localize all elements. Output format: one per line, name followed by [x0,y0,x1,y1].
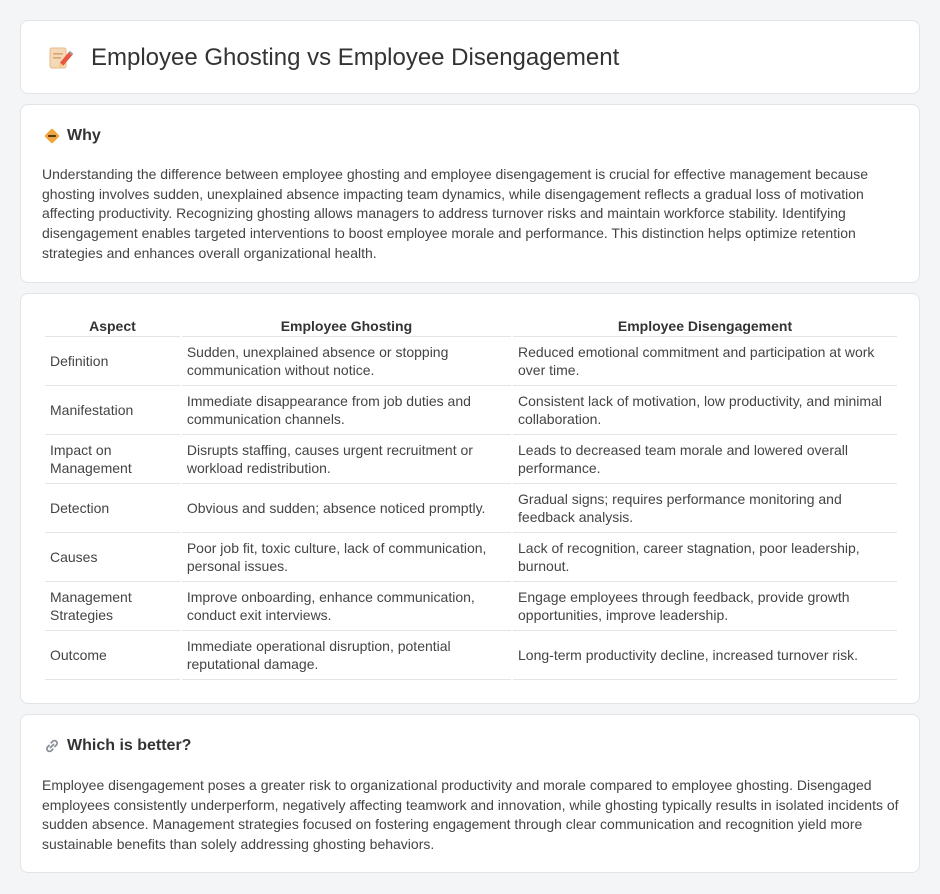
title-row [45,43,619,73]
table-row [45,386,897,435]
ghosting-cell: Immediate operational disruption, potential reputational damage. [182,631,511,680]
disengagement-cell: Consistent lack of motivation, low productivity, and minimal collaboration. [513,386,897,435]
better-section [20,714,920,873]
table-row [45,582,897,631]
table-row [45,337,897,386]
disengagement-cell: Reduced emotional commitment and participation at work over time. [513,337,897,386]
warning-sign-icon [43,127,61,145]
aspect-cell: Manifestation [45,386,180,435]
page-title: Employee Ghosting vs Employee Disengagement [91,44,620,71]
disengagement-cell: Leads to decreased team morale and lowered overall performance. [513,435,897,484]
table-row [45,435,897,484]
aspect-cell: Detection [45,484,180,533]
table-row [45,484,897,533]
aspect-cell: Management Strategies [45,582,180,631]
aspect-cell: Outcome [45,631,180,680]
comparison-section [20,293,920,704]
header-ghosting: Employee Ghosting [182,316,511,337]
table-row [45,533,897,582]
document-pencil-icon [45,43,75,73]
ghosting-cell: Poor job fit, toxic culture, lack of communication, personal issues. [182,533,511,582]
aspect-cell: Causes [45,533,180,582]
ghosting-cell: Immediate disappearance from job duties and communication channels. [182,386,511,435]
aspect-cell: Definition [45,337,180,386]
ghosting-cell: Obvious and sudden; absence noticed promptly. [182,484,511,533]
header-aspect: Aspect [45,316,180,337]
why-heading: Why [67,127,101,144]
disengagement-cell: Engage employees through feedback, provide growth opportunities, improve leadership. [513,582,897,631]
why-text: Understanding the difference between employee ghosting and employee disengagement is crucial for effective management because ghosting involves sudden, unexplained absence impacting team dynamics, while disengagement reflects a gradual loss of motivation affecting productivity. Recognizing ghosting allows managers to address turnover risks and maintain workforce stability. Identifying disengagement enables targeted interventions to boost employee morale and performance. This distinction helps optimize retention strategies and enhances overall organizational health. [42,166,869,261]
ghosting-cell: Disrupts staffing, causes urgent recruitment or workload redistribution. [182,435,511,484]
comparison-table [43,316,899,680]
table-row [45,631,897,680]
why-heading-row [43,127,101,145]
disengagement-cell: Gradual signs; requires performance monitoring and feedback analysis. [513,484,897,533]
better-text: Employee disengagement poses a greater risk to organizational productivity and morale compared to employee ghosting. Disengaged employees consistently underperform, negatively affecting teamwork and innovation, while ghosting typically results in isolated incidents of sudden absence. Management strategies focused on fostering engagement through clear communication and recognition yield more sustainable benefits than solely addressing ghosting behaviors. [42,777,899,853]
table-header-row [45,316,897,337]
header-disengagement: Employee Disengagement [513,316,897,337]
ghosting-cell: Improve onboarding, enhance communication, conduct exit interviews. [182,582,511,631]
disengagement-cell: Lack of recognition, career stagnation, poor leadership, burnout. [513,533,897,582]
better-heading: Which is better? [67,737,192,754]
title-card [20,20,920,94]
link-icon [43,737,61,755]
ghosting-cell: Sudden, unexplained absence or stopping communication without notice. [182,337,511,386]
disengagement-cell: Long-term productivity decline, increased turnover risk. [513,631,897,680]
aspect-cell: Impact on Management [45,435,180,484]
why-section [20,104,920,283]
better-heading-row [43,737,191,755]
